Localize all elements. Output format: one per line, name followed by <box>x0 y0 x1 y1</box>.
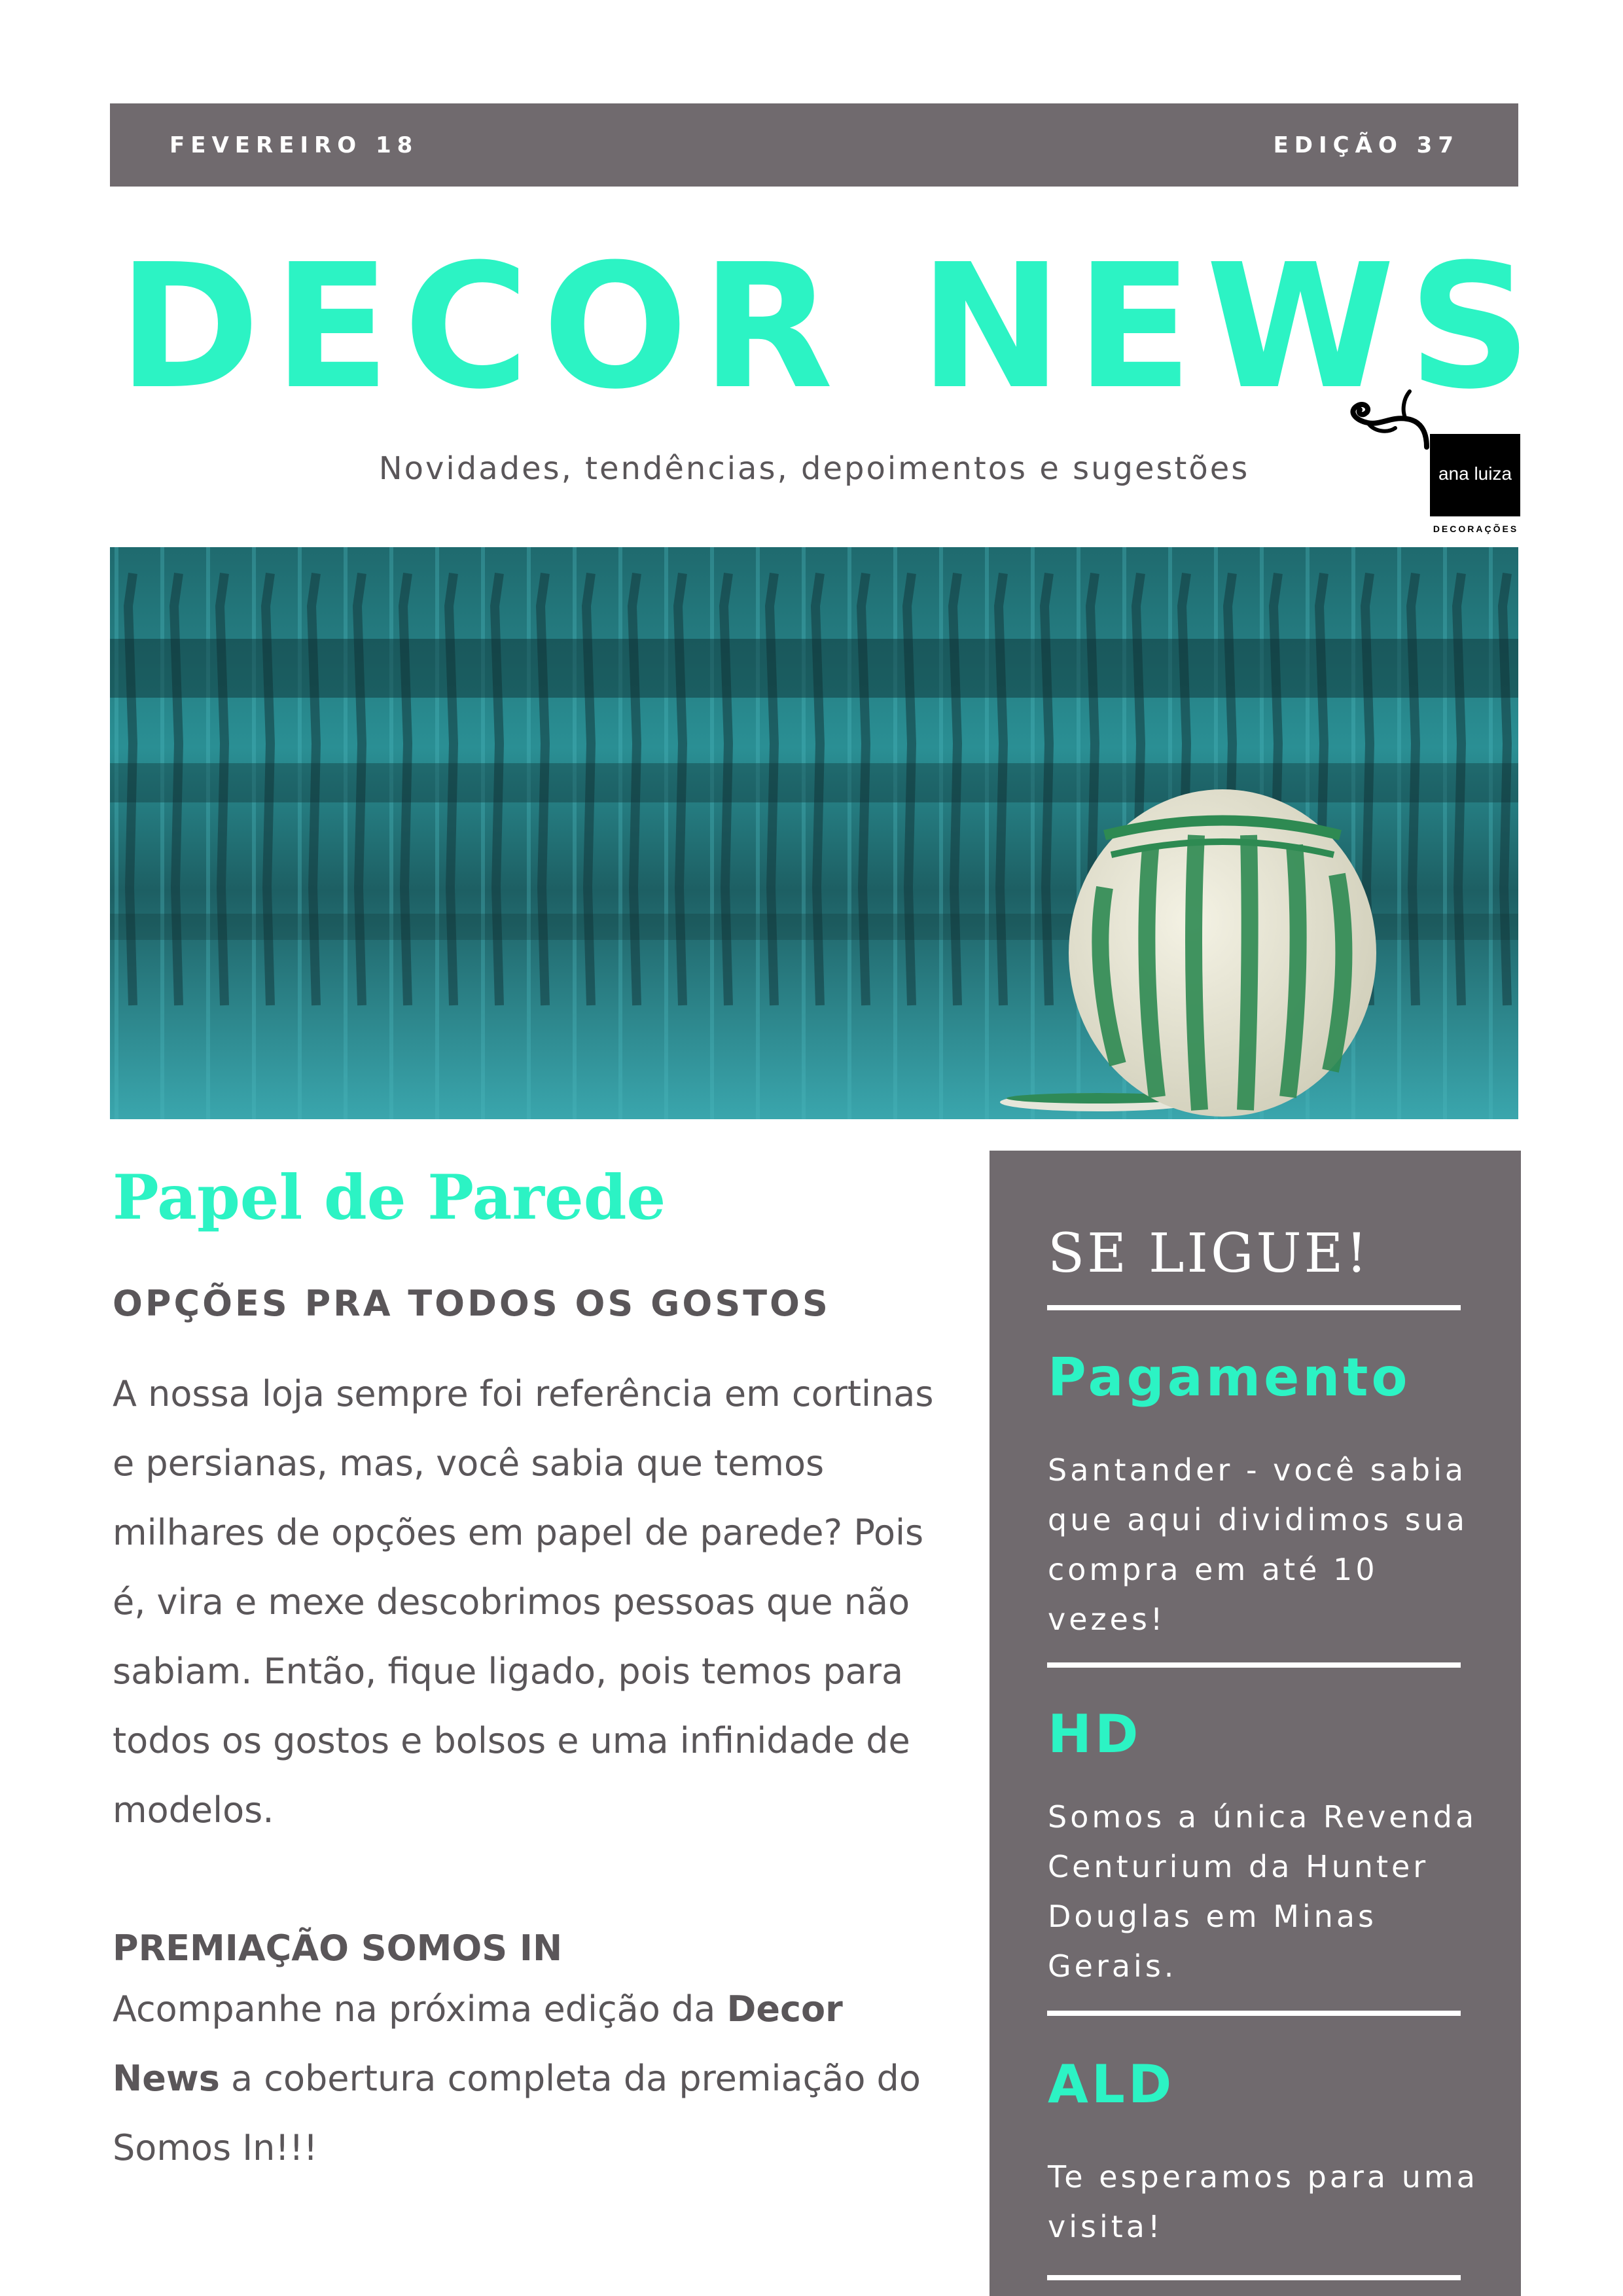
sidebar-text-ald: Te esperamos para uma visita! <box>1048 2159 1478 2244</box>
sidebar-text-hd: Somos a única Revenda Centurium da Hunter Douglas em Minas Gerais. <box>1048 1799 1478 1984</box>
article <box>113 1152 957 2183</box>
award-text <box>113 1975 957 2183</box>
divider <box>1047 1305 1461 1310</box>
sidebar-heading-pagamento: Pagamento <box>1048 1347 1411 1408</box>
logo-name: ana luiza <box>1438 463 1512 484</box>
header-bar <box>110 103 1518 187</box>
award-brand: Decor News <box>113 1988 843 2099</box>
article-title: Papel de Parede <box>113 1162 666 1234</box>
sidebar-panel <box>990 1151 1521 2296</box>
masthead-tagline: Novidades, tendências, depoimentos e sugestões <box>378 450 1250 487</box>
masthead-title: DECOR NEWS <box>118 227 1545 427</box>
brand-logo <box>1329 385 1525 542</box>
divider <box>1047 1662 1461 1668</box>
hero-image <box>110 547 1518 1119</box>
divider <box>1047 2011 1461 2016</box>
issue-edition: EDIÇÃO 37 <box>1273 132 1459 158</box>
award-text-before: Acompanhe na próxima edição da <box>113 1988 727 2030</box>
sidebar-title: SE LIGUE! <box>1048 1223 1370 1285</box>
sidebar-heading-hd: HD <box>1048 1704 1142 1765</box>
article-subtitle: OPÇÕES PRA TODOS OS GOSTOS <box>113 1283 830 1324</box>
divider <box>1047 2275 1461 2280</box>
article-body: A nossa loja sempre foi referência em cortinas e persianas, mas, você sabia que temos milhares de opções em papel de parede? Pois é, vira e mexe descobrimos pessoas que não sabiam. Então, fique ligado, pois temos para todos os gostos e bolsos e uma infinidade de modelos. <box>113 1373 934 1831</box>
sidebar-text-pagamento: Santander - você sabia que aqui dividimos sua compra em até 10 vezes! <box>1048 1452 1469 1637</box>
swirl-ornament-icon <box>1329 385 1433 450</box>
award-heading: PREMIAÇÃO SOMOS IN <box>113 1928 563 1969</box>
sidebar-heading-ald: ALD <box>1048 2054 1175 2115</box>
wallpaper-vase-illustration <box>110 547 1518 1119</box>
logo-subtitle: DECORAÇÕES <box>1433 524 1519 534</box>
issue-date: FEVEREIRO 18 <box>169 132 419 158</box>
award-text-after: a cobertura completa da premiação do Somos In!!! <box>113 2058 921 2168</box>
